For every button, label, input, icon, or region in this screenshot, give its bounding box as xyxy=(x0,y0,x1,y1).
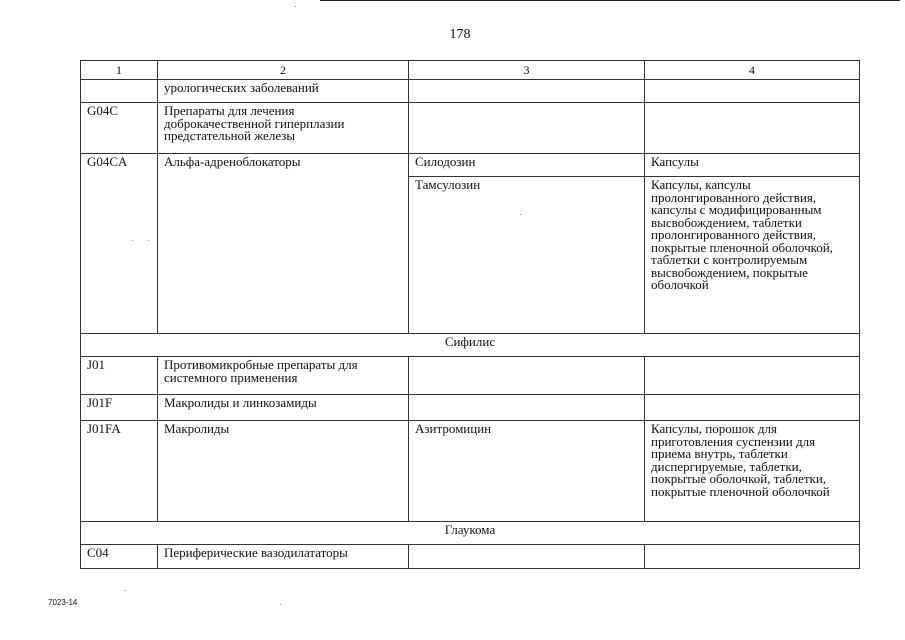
scan-speck xyxy=(280,604,281,605)
dosage-form-cell: Капсулы, порошок для приготовления суспензии для приема внутрь, таблетки диспергируемые, таблетки, покрытые оболочкой, таблетки, покрытые пленочной оболочкой xyxy=(645,421,860,522)
scan-speck xyxy=(148,240,149,241)
dosage-form-cell xyxy=(645,395,860,421)
group-name-cell: Препараты для лечения доброкачественной гиперплазии предстательной железы xyxy=(158,103,409,154)
drug-name-cell: Азитромицин xyxy=(409,421,645,522)
section-row xyxy=(81,522,860,545)
column-header-3: 3 xyxy=(409,61,645,80)
group-name-cell: Альфа-адреноблокаторы xyxy=(158,154,409,334)
atc-code-cell: C04 xyxy=(81,545,158,569)
scan-speck xyxy=(125,590,126,591)
atc-code-cell: J01FA xyxy=(81,421,158,522)
table-row xyxy=(81,154,860,177)
drug-name-cell xyxy=(409,357,645,395)
atc-code-cell: J01F xyxy=(81,395,158,421)
dosage-form-cell: Капсулы xyxy=(645,154,860,177)
scan-speck xyxy=(295,6,296,7)
dosage-form-cell xyxy=(645,80,860,103)
section-title: Сифилис xyxy=(81,334,860,357)
column-header-1: 1 xyxy=(81,61,158,80)
drug-name-cell xyxy=(409,395,645,421)
drug-name-cell: Силодозин xyxy=(409,154,645,177)
column-header-4: 4 xyxy=(645,61,860,80)
atc-code-cell: G04C xyxy=(81,103,158,154)
group-name-cell: Противомикробные препараты для системного применения xyxy=(158,357,409,395)
dosage-form-cell xyxy=(645,357,860,395)
table-row xyxy=(81,103,860,154)
header-row xyxy=(81,61,860,80)
page-number: 178 xyxy=(449,27,471,42)
drug-name-cell xyxy=(409,80,645,103)
drug-table xyxy=(80,60,860,569)
section-row xyxy=(81,334,860,357)
table-row xyxy=(81,357,860,395)
drug-name-cell: Тамсулозин xyxy=(409,177,645,334)
scan-speck xyxy=(132,240,133,241)
atc-code-cell xyxy=(81,80,158,103)
dosage-form-cell: Капсулы, капсулы пролонгированного действия, капсулы с модифицированным высвобождением, таблетки пролонгированного действия, покрытые пленочной оболочкой, таблетки с контролируемым высвобождением, покрытые оболочкой xyxy=(645,177,860,334)
table-row xyxy=(81,421,860,522)
drug-name-cell xyxy=(409,545,645,569)
group-name-cell: Макролиды xyxy=(158,421,409,522)
group-name-cell: Макролиды и линкозамиды xyxy=(158,395,409,421)
group-name-cell: Периферические вазодилататоры xyxy=(158,545,409,569)
atc-code-cell: J01 xyxy=(81,357,158,395)
dosage-form-cell xyxy=(645,103,860,154)
column-header-2: 2 xyxy=(158,61,409,80)
document-code: 7023-14 xyxy=(48,598,78,607)
table-row xyxy=(81,395,860,421)
table-row xyxy=(81,545,860,569)
scan-speck xyxy=(520,214,521,215)
section-title: Глаукома xyxy=(81,522,860,545)
atc-code-cell: G04CA xyxy=(81,154,158,334)
top-rule xyxy=(320,0,900,1)
table-row xyxy=(81,80,860,103)
drug-name-cell xyxy=(409,103,645,154)
group-name-cell: урологических заболеваний xyxy=(158,80,409,103)
dosage-form-cell xyxy=(645,545,860,569)
